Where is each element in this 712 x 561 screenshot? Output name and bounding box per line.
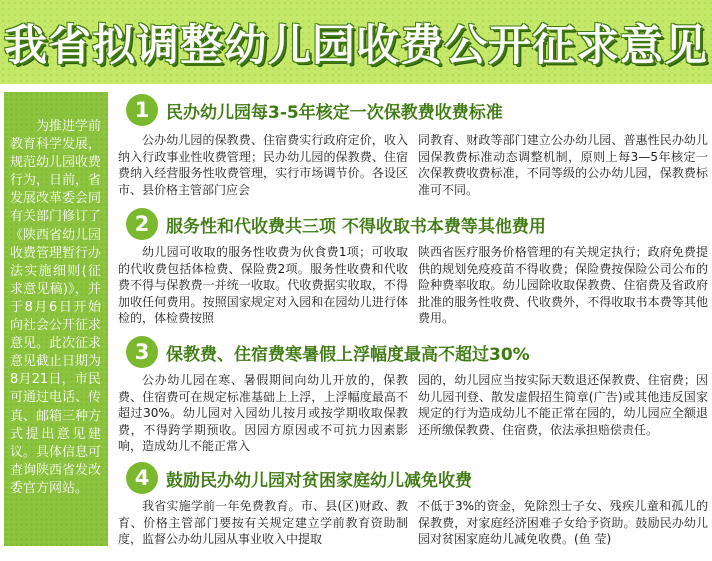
section-header [118, 462, 710, 496]
section-title: 民办幼儿园每3-5年核定一次保教费收费标准 [166, 103, 503, 123]
body-column-left [118, 244, 408, 327]
body-column-left [118, 132, 408, 198]
paragraph: 同教育、财政等部门建立公办幼儿园、普惠性民办幼儿园保教费标准动态调整机制，原则上每3—5年核定一次保教费收费标准，不同等级的公办幼儿园，保教费标准可不同。 [418, 133, 708, 197]
paragraph: 公办幼儿园的保教费、住宿费实行政府定价，收入纳入行政事业性收费管理；民办幼儿园的保教费、住宿费纳入经营服务性收费管理，实行市场调节价。各设区市、县价格主管部门应会 [118, 133, 408, 197]
paragraph: 不低于3%的资金，免除烈士子女、残疾儿童和孤儿的保教费，对家庭经济困难子女给予资助。鼓励民办幼儿园对贫困家庭幼儿减免收费。(鱼 莹) [418, 499, 708, 547]
paragraph: 园的，幼儿园应当按实际天数退还保教费、住宿费；因幼儿园刊登、散发虚假招生简章(广告)或其他违反国家规定的行为造成幼儿不能正常在园的，幼儿园应全额退还所缴保教费、住宿费，依法承担赔偿责任。 [418, 373, 708, 437]
section-number-badge: 4 [126, 462, 158, 494]
headline: 我省拟调整幼儿园收费公开征求意见 [4, 21, 708, 71]
section-title: 服务性和代收费共三项 不得收取书本费等其他费用 [166, 217, 546, 237]
intro-text: 为推进学前教育科学发展，规范幼儿园收费行为，日前，省发展改革委会同有关部门修订了《陕西省幼儿园收费管理暂行办法实施细则(征求意见稿)》，并于8月6日开始向社会公开征求意见。此次征求意见截止日期为8月21日，市民可通过电话、传真、邮箱三种方式提出意见建议。具体信息可查询陕西省发改委官方网站。 [10, 119, 102, 496]
section-header [118, 336, 710, 370]
section-header [118, 94, 710, 128]
section-number-badge: 1 [126, 94, 158, 126]
section-title: 保教费、住宿费寒暑假上浮幅度最高不超过30% [166, 345, 530, 365]
section-header [118, 208, 710, 242]
body-column-left [118, 498, 408, 548]
paragraph: 我省实施学前一年免费教育。市、县(区)财政、教育、价格主管部门要按有关规定建立学前教育资助制度，监督公办幼儿园从事业收入中提取 [118, 499, 408, 547]
paragraph: 公办幼儿园在寒、暑假期间向幼儿开放的，保教费、住宿费可在规定标准基础上上浮，上浮幅度最高不超过30%。幼儿园对入园幼儿按月或按学期收取保教费，不得跨学期预收。因园方原因或不可抗力因素影响，造成幼儿不能正常入 [118, 373, 408, 454]
body-column-right [418, 498, 708, 548]
section-number-badge: 3 [126, 336, 158, 368]
title-banner [0, 0, 712, 84]
section-title: 鼓励民办幼儿园对贫困家庭幼儿减免收费 [166, 471, 472, 491]
body-column-right [418, 132, 708, 198]
paragraph: 幼儿园可收取的服务性收费为伙食费1项；可收取的代收费包括体检费、保险费2项。服务性收费和代收费不得与保教费一并统一收取。代收费据实收取，不得加收任何费用。按照国家规定对入园和在园幼儿进行体检的，体检费按照 [118, 245, 408, 326]
section-number-badge: 2 [126, 208, 158, 240]
paragraph: 陕西省医疗服务价格管理的有关规定执行；政府免费提供的规划免疫疫苗不得收费；保险费按保险公司公布的险种费率收取。幼儿园除收取保教费、住宿费及省政府批准的服务性收费、代收费外，不得收取书本费等其他费用。 [418, 245, 708, 326]
body-column-right [418, 372, 708, 438]
body-column-right [418, 244, 708, 327]
body-column-left [118, 372, 408, 455]
